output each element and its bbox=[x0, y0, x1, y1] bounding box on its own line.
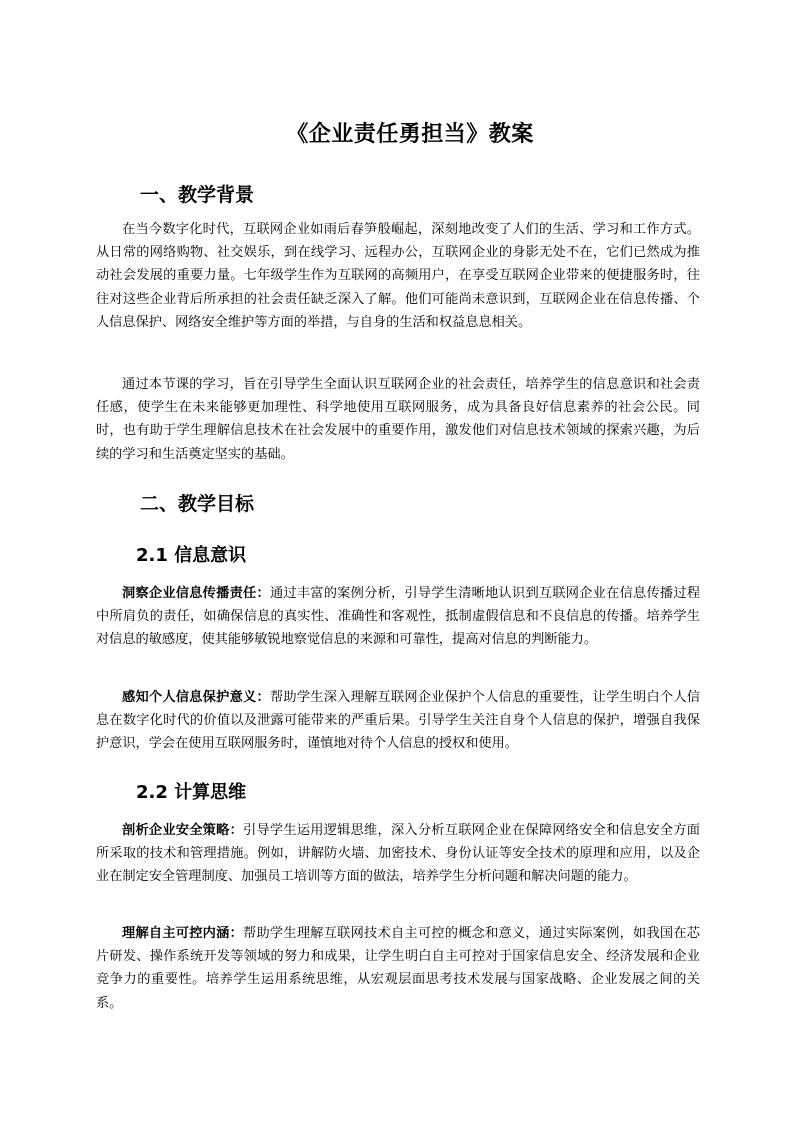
paragraph-lead: 洞察企业信息传播责任： bbox=[122, 586, 270, 601]
document-title: 《企业责任勇担当》教案 bbox=[286, 122, 534, 147]
section-heading-background: 一、教学背景 bbox=[140, 184, 255, 206]
subsection-heading-information-awareness: 2.1 信息意识 bbox=[136, 545, 247, 566]
paragraph-body: 帮助学生深入理解互联网企业保护个人信息的重要性，让学生明白个人信息在数字化时代的价值以及泄露可能带来的严重后果。引导学生关注自身个人信息的保护，增强自我保护意识，学会在使用互联网服务时，谨慎地对待个人信息的授权和使用。 bbox=[96, 690, 701, 752]
paragraph-background-2: 通过本节课的学习，旨在引导学生全面认识互联网企业的社会责任，培养学生的信息意识和社会责任感，使学生在未来能够更加理性、科学地使用互联网服务，成为具备良好信息素养的社会公民。同时，也有助于学生理解信息技术在社会发展中的重要作用，激发他们对信息技术领域的探索兴趣，为后续的学习和生活奠定坚实的基础。 bbox=[96, 377, 700, 462]
paragraph-body: 帮助学生理解互联网技术自主可控的概念和意义，通过实际案例，如我国在芯片研发、操作系统开发等领域的努力和成果，让学生明白自主可控对于国家信息安全、经济发展和企业竞争力的重要性。培养学生运用系统思维，从宏观层面思考技术发展与国家战略、企业发展之间的关系。 bbox=[96, 926, 700, 1011]
paragraph-body: 通过丰富的案例分析，引导学生清晰地认识到互联网企业在信息传播过程中所肩负的责任，如确保信息的真实性、准确性和客观性，抵制虚假信息和不良信息的传播。培养学生对信息的敏感度，使其能够敏锐地察觉信息的来源和可靠性，提高对信息的判断能力。 bbox=[96, 586, 701, 648]
paragraph-lead: 剖析企业安全策略： bbox=[122, 823, 244, 838]
paragraph-background-1: 在当今数字化时代，互联网企业如雨后春笋般崛起，深刻地改变了人们的生活、学习和工作方式。从日常的网络购物、社交娱乐，到在线学习、远程办公，互联网企业的身影无处不在，它们已然成为推动社会发展的重要力量。七年级学生作为互联网的高频用户，在享受互联网企业带来的便捷服务时，往往对这些企业背后所承担的社会责任缺乏深入了解。他们可能尚未意识到，互联网企业在信息传播、个人信息保护、网络安全维护等方面的举措，与自身的生活和权益息息相关。 bbox=[96, 222, 700, 330]
subsection-heading-computational-thinking: 2.2 计算思维 bbox=[136, 782, 247, 803]
paragraph-body: 引导学生运用逻辑思维，深入分析互联网企业在保障网络安全和信息安全方面所采取的技术和管理措施。例如，讲解防火墙、加密技术、身份认证等安全技术的原理和应用，以及企业在制定安全管理制度、加强员工培训等方面的做法，培养学生分析问题和解决问题的能力。 bbox=[96, 823, 700, 885]
paragraph-autonomous-control bbox=[96, 922, 700, 1015]
paragraph-lead: 感知个人信息保护意义： bbox=[122, 690, 270, 705]
paragraph-lead: 理解自主可控内涵： bbox=[122, 926, 244, 941]
paragraph-personal-info-protection bbox=[96, 686, 700, 756]
paragraph-security-strategy bbox=[96, 819, 700, 889]
paragraph-information-spread-responsibility bbox=[96, 582, 700, 652]
section-heading-objectives: 二、教学目标 bbox=[140, 493, 255, 515]
